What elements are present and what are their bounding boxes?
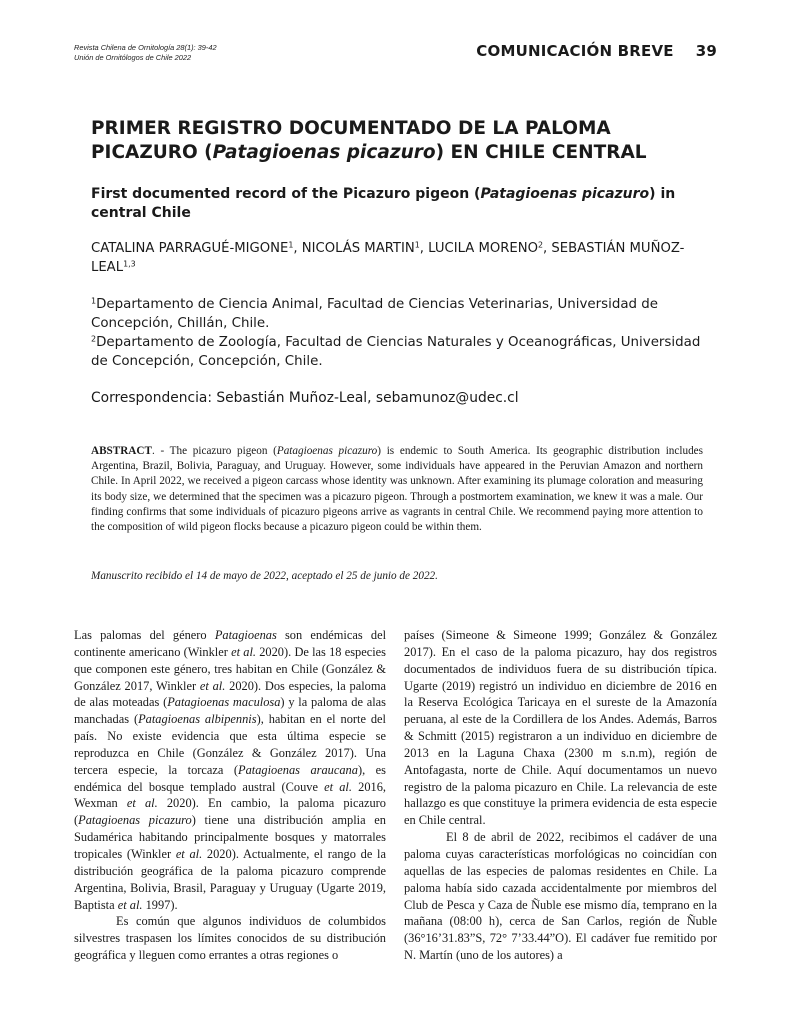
journal-line-2: Unión de Ornitólogos de Chile 2022 bbox=[74, 53, 192, 62]
subtitle-species: Patagioenas picazuro bbox=[480, 186, 650, 202]
abstract-species: Patagioenas picazuro bbox=[276, 445, 378, 457]
page-number: 39 bbox=[695, 42, 717, 60]
affiliation-1: $^1$Departamento de Ciencia Animal, Facultad de Ciencias Veterinarias, Universidad de Concepción, Chillán, Chile. bbox=[91, 296, 659, 331]
article-subtitle: First documented record of the Picazuro pigeon (Patagioenas picazuro) in central Chile bbox=[91, 186, 676, 221]
title-species: Patagioenas picazuro bbox=[212, 142, 436, 163]
italic-term: et al. bbox=[324, 779, 352, 794]
body-column-left bbox=[74, 627, 386, 964]
journal-citation bbox=[74, 43, 217, 63]
correspondence: Correspondencia: Sebastián Muñoz-Leal, sebamunoz@udec.cl bbox=[91, 390, 519, 406]
italic-term: et al. bbox=[199, 678, 226, 693]
italic-term: Patagioenas bbox=[214, 628, 277, 642]
italic-term: et al. bbox=[175, 846, 203, 861]
italic-term: Patagioenas araucana bbox=[238, 762, 358, 777]
author: LUCILA MORENO$^2$, bbox=[428, 240, 552, 256]
received-date: Manuscrito recibido el 14 de mayo de 2022, aceptado el 25 de junio de 2022. bbox=[91, 570, 438, 582]
affiliation-2: $^2$Departamento de Zoología, Facultad de Ciencias Naturales y Oceanográficas, Universidad de Concepción, Concepción, Chile. bbox=[91, 334, 701, 369]
author: CATALINA PARRAGUÉ-MIGONE$^1$, bbox=[91, 240, 302, 256]
section-header bbox=[476, 42, 717, 60]
section-label: COMUNICACIÓN BREVE bbox=[476, 42, 674, 60]
author: SEBASTIÁN MUÑOZ-LEAL$^{1,3}$ bbox=[91, 241, 685, 275]
affiliations bbox=[91, 295, 706, 371]
paragraph: El 8 de abril de 2022, recibimos el cadáver de una paloma cuyas características morfológicas no coincidían con aquellas de las especies de palomas residentes en Chile. La paloma había sido cazada accidentalmente por miembros del Club de Pesca y Caza de Ñuble ese mismo día, temprano en la mañana (08:00 h), cerca de San Carlos, región de Ñuble (36°16’31.83”S, 72° 7’33.44”O). El cadáver fue remitido por N. Martín (uno de los autores) a bbox=[404, 830, 717, 963]
author-list bbox=[91, 239, 706, 277]
abstract-label: ABSTRACT bbox=[91, 445, 152, 457]
abstract: ABSTRACT. - The picazuro pigeon (Patagioenas picazuro) is endemic to South America. Its geographic distribution includes Argentina, Brazil, Bolivia, Paraguay, and Uruguay. However, some individuals have appeared in the Peruvian Amazon and northern Chile. In April 2022, we received a pigeon carcass whose identity was unknown. After examining its plumage coloration and measuring its body size, we determined that the specimen was a picazuro pigeon. Through a postmortem examination, we knew it was a male. Our finding confirms that some individuals of picazuro pigeons arrive as vagrants in central Chile. We recommend paying more attention to the composition of wild pigeon flocks because a picazuro pigeon could be within them. bbox=[91, 445, 703, 534]
italic-term: et al. bbox=[231, 644, 256, 659]
journal-line-1: Revista Chilena de Ornitología 28(1): 39-42 bbox=[74, 43, 217, 52]
italic-term: Patagioenas albipennis bbox=[138, 712, 257, 727]
italic-term: Patagioenas picazuro bbox=[78, 813, 192, 828]
paragraph: Es común que algunos individuos de columbidos silvestres traspasen los límites conocidos de su distribución geográfica y lleguen como errantes a otras regiones o bbox=[74, 914, 386, 963]
italic-term: et al. bbox=[117, 897, 143, 912]
author: NICOLÁS MARTIN$^1$, bbox=[301, 240, 429, 256]
paragraph: países (Simeone & Simeone 1999; González & González 2017). En el caso de la paloma picazuro, hay dos registros documentados de individuos fuera de su distribución típica. Ugarte (2019) registró un individuo en diciembre de 2016 en la Reserva Ecológica Taricaya en el sureste de la Amazonía peruana, al este de la Cordillera de los Andes. Además, Barros & Schmitt (2015) registraron a un individuo en diciembre de 2013 en la Laguna Chaxa (2300 m s.n.m), región de Antofagasta, norte de Chile. Aquí documentamos un nuevo registro de la paloma picazuro en Chile. La relevancia de este hallazgo es que constituye la primera evidencia de esta especie en Chile central. bbox=[404, 628, 717, 828]
paragraph: Las palomas del género Patagioenas son endémicas del continente americano (Winkler et al. 2020). De las 18 especies que componen este género, tres habitan en Chile (González & González 2017, Winkler et al. 2020). Dos especies, la paloma de alas moteadas (Patagioenas maculosa) y la paloma de alas manchadas (Patagioenas albipennis), habitan en el norte del país. No existe evidencia que esta última especie se reproduzca en Chile (González & González 2017). Una tercera especie, la torcaza (Patagioenas araucana), es endémica del bosque templado austral (Couve et al. 2016, Wexman et al. 2020). En cambio, la paloma picazuro (Patagioenas picazuro) tiene una distribución amplia en Sudamérica habitando principalmente bosques y matorrales tropicales (Winkler et al. 2020). Actualmente, el rango de la distribución geográfica de la paloma picazuro comprende Argentina, Bolivia, Brasil, Paraguay y Uruguay (Ugarte 2019, Baptista et al. 1997). bbox=[74, 628, 387, 912]
article-title: PRIMER REGISTRO DOCUMENTADO DE LA PALOMA PICAZURO (Patagioenas picazuro) EN CHILE CENTRAL bbox=[91, 118, 647, 163]
italic-term: et al. bbox=[126, 796, 158, 811]
body-column-right bbox=[404, 627, 717, 964]
italic-term: Patagioenas maculosa bbox=[167, 695, 281, 710]
